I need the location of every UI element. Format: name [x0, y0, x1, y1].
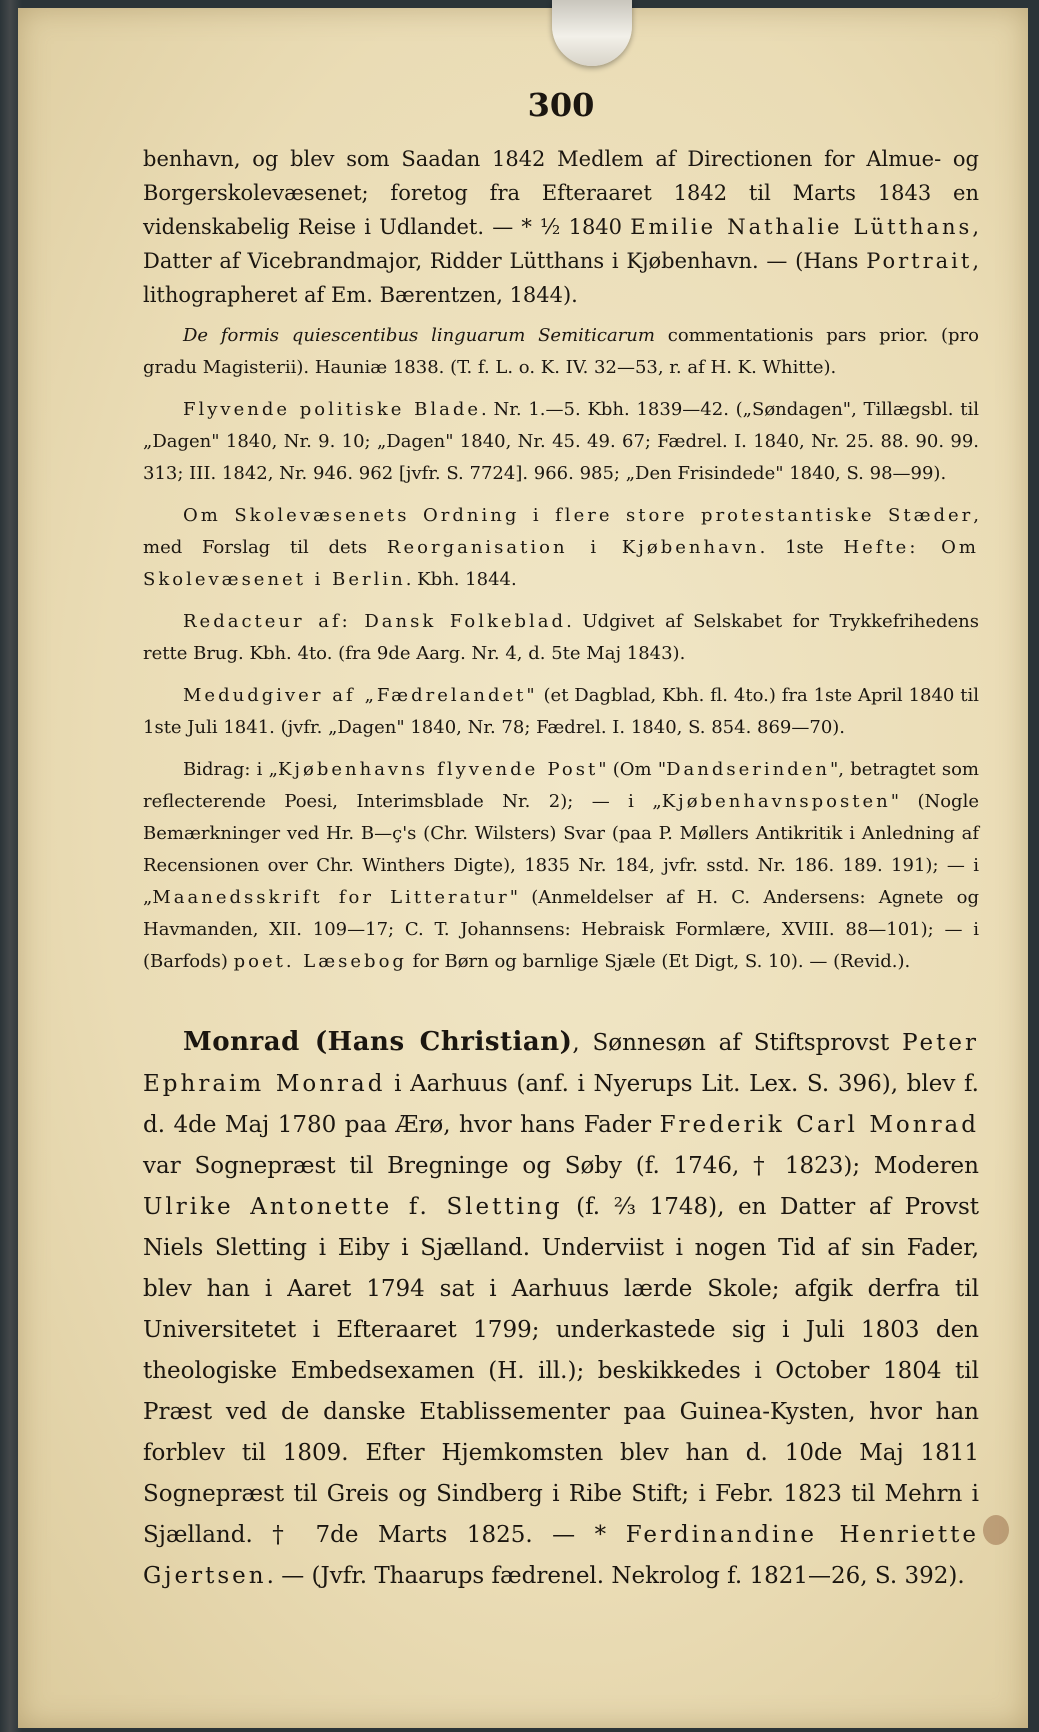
paragraph-work-bidrag: [143, 754, 979, 978]
text-segment: , lithographeret af Em. Bærentzen, 1844).: [143, 249, 979, 307]
text-segment: Bidrag: i „: [183, 759, 278, 780]
text-segment: . 1ste: [759, 537, 844, 558]
text-segment: ", betragtet som reflecterende Poesi, Interimsblade Nr. 2); — i „: [143, 759, 979, 812]
text-segment: . Udgivet af Selskabet for Trykkefrihedens rette Brug. Kbh. 4to. (fra 9de Aarg. Nr. 4, d. 5te Maj 1843).: [143, 611, 979, 664]
text-segment: Kjøbenhavns flyvende Post: [277, 759, 599, 780]
text-segment: Emilie Nathalie Lütthans: [630, 215, 973, 239]
text-segment: Portrait: [866, 249, 973, 273]
text-segment: benhavn, og blev som Saadan 1842 Medlem af Directionen for Almue- og Borgerskolevæsenet; foretog fra Efteraaret 1842 til Marts 1843 en videnskabelig Reise i Udlandet. — * ½ 1840: [143, 147, 979, 239]
text-segment: Dansk Folkeblad: [364, 611, 567, 632]
page-number: 300: [527, 86, 595, 124]
paragraph-work-de-formis: [143, 320, 979, 384]
text-segment: Redacteur af:: [183, 611, 365, 632]
paragraph-entry-monrad: [143, 1022, 979, 1597]
text-segment: Ferdinandine Henriette Gjertsen: [143, 1522, 979, 1589]
text-segment: , Sønnesøn af Stiftsprovst: [572, 1030, 903, 1056]
paragraph-list: [143, 142, 979, 1597]
paragraph-work-skolevaesen: [143, 500, 979, 596]
text-segment: Kjøbenhavnsposten: [661, 791, 891, 812]
text-segment: Om Skolevæsenets Ordning i flere store protestantiske Stæder: [183, 505, 974, 526]
text-segment: " (Nogle Bemærkninger ved Hr. B—ç's (Chr. Wilsters) Svar (paa P. Møllers Antikritik i Anledning af Recensionen over Chr. Winthers Digte), 1835 Nr. 184, jvfr. sstd. Nr. 186. 189. 191); — i „: [143, 791, 979, 908]
page-text-block: [143, 80, 979, 1605]
text-segment: " (Anmeldelser af H. C. Andersens: Agnete og Havmanden, XII. 109—17; C. T. Johannsens: Hebraisk Formlære, XVIII. 88—101); — i (Barfods): [143, 887, 979, 972]
text-segment: Flyvende politiske Blade: [183, 399, 482, 420]
text-segment: Peter Ephraim Monrad: [143, 1030, 979, 1097]
text-segment: (f. ²⁄₃ 1748), en Datter af Provst Niels Sletting i Eiby i Sjælland. Underviist i nogen Tid af sin Fader, blev han i Aaret 1794 sat i Aarhuus lærde Skole; afgik derfra til Universitetet i Efteraaret 1799; underkastede sig i Juli 1803 den theologiske Embedsexamen (H. ill.); beskikkedes i October 1804 til Præst ved de danske Etablissementer paa Guinea-Kysten, hvor han forblev til 1809. Efter Hjemkomsten blev han d. 10de Maj 1811 Sognepræst til Greis og Sindberg i Ribe Stift; i Febr. 1823 til Mehrn i Sjælland. † 7de Marts 1825. — *: [143, 1194, 979, 1548]
text-segment: , Datter af Vicebrandmajor, Ridder Lütthans i Kjøbenhavn. — (Hans: [143, 215, 979, 273]
text-segment: . Nr. 1.—5. Kbh. 1839—42. („Søndagen", Tillægsbl. til „Dagen" 1840, Nr. 9. 10; „Dagen" 1840, Nr. 45. 49. 67; Fædrel. I. 1840, Nr. 25. 88. 90. 99. 313; III. 1842, Nr. 946. 962 [jvfr. S. 7724]. 966. 985; „Den Frisindede" 1840, S. 98—99).: [143, 399, 979, 484]
page-stain: [983, 1515, 1009, 1545]
text-segment: (et Dagblad, Kbh. fl. 4to.) fra 1ste April 1840 til 1ste Juli 1841. (jvfr. „Dagen" 1840, Nr. 78; Fædrel. I. 1840, S. 854. 869—70).: [143, 685, 979, 738]
text-segment: . — (Jvfr. Thaarups fædrenel. Nekrolog f. 1821—26, S. 392).: [266, 1563, 965, 1589]
paragraph-work-flyvende-blade: [143, 394, 979, 490]
text-segment: Monrad (Hans Christian): [183, 1027, 573, 1057]
text-segment: Frederik Carl Monrad: [659, 1112, 979, 1138]
text-segment: for Børn og barnlige Sjæle (Et Digt, S. 10). — (Revid.).: [406, 951, 911, 972]
text-segment: Maanedsskrift for Litteratur: [152, 887, 510, 908]
text-segment: var Sognepræst til Bregninge og Søby (f. 1746, † 1823); Moderen: [143, 1153, 979, 1179]
text-segment: De formis quiescentibus linguarum Semiticarum: [183, 325, 655, 346]
text-segment: Dandserinden: [666, 759, 830, 780]
text-segment: poet. Læsebog: [233, 951, 407, 972]
text-segment: " (Om ": [598, 759, 667, 780]
text-segment: , med Forslag til dets: [143, 505, 979, 558]
text-segment: i Aarhuus (anf. i Nyerups Lit. Lex. S. 396), blev f. d. 4de Maj 1780 paa Ærø, hvor hans Fader: [143, 1071, 979, 1138]
text-segment: commentationis pars prior. (pro gradu Magisterii). Hauniæ 1838. (T. f. L. o. K. IV. 32—53, r. af H. K. Whitte).: [143, 325, 979, 378]
text-segment: . Kbh. 1844.: [405, 569, 517, 590]
paragraph-biography-continuation: [143, 142, 979, 312]
text-segment: Reorganisation i Kjøbenhavn: [386, 537, 760, 558]
paragraph-work-medudgiver: [143, 680, 979, 744]
text-segment: Hefte: Om Skolevæsenet i Berlin: [143, 537, 979, 590]
text-segment: Ulrike Antonette f. Sletting: [143, 1194, 563, 1220]
paragraph-work-redacteur: [143, 606, 979, 670]
text-segment: Medudgiver af „Fædrelandet": [183, 685, 538, 706]
